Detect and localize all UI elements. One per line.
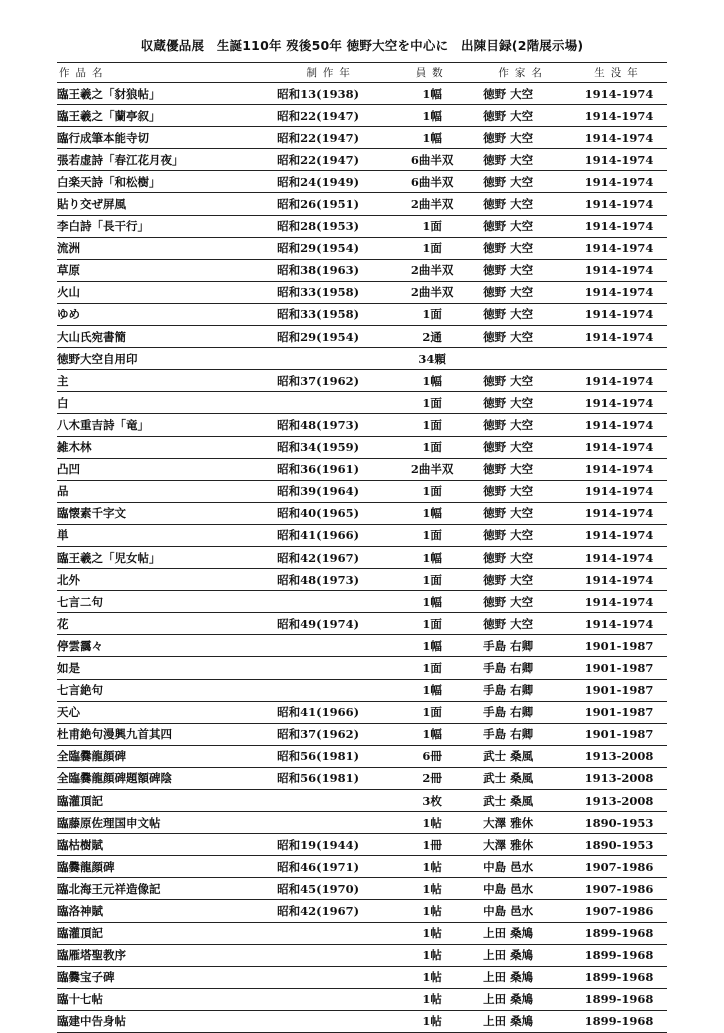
lifespan-cell: 1913-2008 — [571, 790, 667, 812]
lifespan-cell: 1899-1968 — [571, 944, 667, 966]
year-cell: 昭和38(1963) — [273, 259, 389, 281]
artist-cell: 徳野 大空 — [475, 436, 571, 458]
quantity-cell: 1幅 — [389, 370, 475, 392]
artist-cell: 徳野 大空 — [475, 480, 571, 502]
lifespan-cell: 1914-1974 — [571, 193, 667, 215]
lifespan-cell: 1914-1974 — [571, 370, 667, 392]
quantity-cell: 1幅 — [389, 635, 475, 657]
year-cell: 昭和41(1966) — [273, 524, 389, 546]
work-title-cell: 流洲 — [57, 237, 273, 259]
year-cell: 昭和13(1938) — [273, 83, 389, 105]
year-cell: 昭和29(1954) — [273, 237, 389, 259]
quantity-cell: 34顆 — [389, 348, 475, 370]
year-cell: 昭和36(1961) — [273, 458, 389, 480]
quantity-cell: 1帖 — [389, 900, 475, 922]
table-row — [57, 635, 667, 657]
year-cell — [273, 591, 389, 613]
work-title-cell: 臨王羲之「児女帖」 — [57, 546, 273, 568]
year-cell — [273, 1010, 389, 1032]
lifespan-cell: 1899-1968 — [571, 988, 667, 1010]
table-row — [57, 546, 667, 568]
work-title-cell: 品 — [57, 480, 273, 502]
table-header-row — [57, 63, 667, 83]
artist-cell: 上田 桑鳩 — [475, 1010, 571, 1032]
table-row — [57, 966, 667, 988]
artist-cell: 徳野 大空 — [475, 392, 571, 414]
table-row — [57, 745, 667, 767]
work-title-cell: 天心 — [57, 701, 273, 723]
artist-cell: 手島 右卿 — [475, 723, 571, 745]
year-cell — [273, 348, 389, 370]
table-row — [57, 171, 667, 193]
lifespan-cell: 1907-1986 — [571, 856, 667, 878]
lifespan-cell: 1901-1987 — [571, 657, 667, 679]
column-header-lifespan: 生没年 — [571, 63, 667, 83]
table-row — [57, 281, 667, 303]
lifespan-cell: 1901-1987 — [571, 679, 667, 701]
work-title-cell: 臨枯樹賦 — [57, 834, 273, 856]
table-row — [57, 83, 667, 105]
work-title-cell: 李白詩「長干行」 — [57, 215, 273, 237]
work-title-cell: 主 — [57, 370, 273, 392]
artist-cell: 中島 邑水 — [475, 900, 571, 922]
quantity-cell: 1幅 — [389, 723, 475, 745]
table-row — [57, 480, 667, 502]
year-cell: 昭和37(1962) — [273, 723, 389, 745]
artist-cell: 上田 桑鳩 — [475, 922, 571, 944]
year-cell — [273, 988, 389, 1010]
lifespan-cell: 1914-1974 — [571, 127, 667, 149]
year-cell: 昭和37(1962) — [273, 370, 389, 392]
year-cell — [273, 790, 389, 812]
work-title-cell: 雑木林 — [57, 436, 273, 458]
quantity-cell: 6冊 — [389, 745, 475, 767]
year-cell: 昭和49(1974) — [273, 613, 389, 635]
lifespan-cell: 1914-1974 — [571, 502, 667, 524]
lifespan-cell: 1914-1974 — [571, 436, 667, 458]
quantity-cell: 3枚 — [389, 790, 475, 812]
year-cell — [273, 922, 389, 944]
quantity-cell: 1面 — [389, 215, 475, 237]
artist-cell: 上田 桑鳩 — [475, 966, 571, 988]
work-title-cell: 臨爨宝子碑 — [57, 966, 273, 988]
artist-cell: 手島 右卿 — [475, 701, 571, 723]
work-title-cell: 臨洛神賦 — [57, 900, 273, 922]
year-cell — [273, 944, 389, 966]
quantity-cell: 1面 — [389, 569, 475, 591]
table-row — [57, 149, 667, 171]
artist-cell: 徳野 大空 — [475, 613, 571, 635]
column-header-year: 制作年 — [273, 63, 389, 83]
work-title-cell: 臨行成筆本能寺切 — [57, 127, 273, 149]
column-header-quantity: 員数 — [389, 63, 475, 83]
work-title-cell: 八木重吉詩「竜」 — [57, 414, 273, 436]
lifespan-cell: 1913-2008 — [571, 745, 667, 767]
lifespan-cell: 1899-1968 — [571, 966, 667, 988]
artist-cell: 徳野 大空 — [475, 105, 571, 127]
lifespan-cell: 1914-1974 — [571, 392, 667, 414]
lifespan-cell: 1914-1974 — [571, 480, 667, 502]
table-row — [57, 900, 667, 922]
quantity-cell: 1面 — [389, 414, 475, 436]
lifespan-cell — [571, 348, 667, 370]
table-row — [57, 1010, 667, 1032]
year-cell: 昭和39(1964) — [273, 480, 389, 502]
quantity-cell: 1幅 — [389, 679, 475, 701]
quantity-cell: 1面 — [389, 303, 475, 325]
quantity-cell: 1帖 — [389, 1010, 475, 1032]
lifespan-cell: 1907-1986 — [571, 878, 667, 900]
artist-cell: 徳野 大空 — [475, 215, 571, 237]
table-row — [57, 392, 667, 414]
year-cell: 昭和56(1981) — [273, 745, 389, 767]
artist-cell: 徳野 大空 — [475, 569, 571, 591]
artist-cell — [475, 348, 571, 370]
quantity-cell: 1帖 — [389, 988, 475, 1010]
year-cell — [273, 966, 389, 988]
artist-cell: 徳野 大空 — [475, 127, 571, 149]
artist-cell: 手島 右卿 — [475, 679, 571, 701]
year-cell: 昭和45(1970) — [273, 878, 389, 900]
quantity-cell: 1面 — [389, 480, 475, 502]
quantity-cell: 2冊 — [389, 767, 475, 789]
column-header-artist: 作家名 — [475, 63, 571, 83]
year-cell: 昭和28(1953) — [273, 215, 389, 237]
lifespan-cell: 1901-1987 — [571, 635, 667, 657]
lifespan-cell: 1914-1974 — [571, 326, 667, 348]
work-title-cell: 徳野大空自用印 — [57, 348, 273, 370]
lifespan-cell: 1890-1953 — [571, 812, 667, 834]
lifespan-cell: 1907-1986 — [571, 900, 667, 922]
table-row — [57, 215, 667, 237]
year-cell: 昭和24(1949) — [273, 171, 389, 193]
table-row — [57, 524, 667, 546]
table-row — [57, 723, 667, 745]
work-title-cell: 火山 — [57, 281, 273, 303]
year-cell — [273, 635, 389, 657]
work-title-cell: 全臨爨龍顔碑 — [57, 745, 273, 767]
quantity-cell: 1幅 — [389, 127, 475, 149]
artist-cell: 徳野 大空 — [475, 370, 571, 392]
year-cell — [273, 657, 389, 679]
work-title-cell: 七言二句 — [57, 591, 273, 613]
table-row — [57, 326, 667, 348]
work-title-cell: 臨雁塔聖教序 — [57, 944, 273, 966]
lifespan-cell: 1914-1974 — [571, 237, 667, 259]
artist-cell: 徳野 大空 — [475, 303, 571, 325]
work-title-cell: 臨灌頂記 — [57, 922, 273, 944]
work-title-cell: 臨灌頂記 — [57, 790, 273, 812]
table-row — [57, 370, 667, 392]
quantity-cell: 2曲半双 — [389, 193, 475, 215]
artist-cell: 武士 桑風 — [475, 790, 571, 812]
year-cell: 昭和29(1954) — [273, 326, 389, 348]
year-cell: 昭和41(1966) — [273, 701, 389, 723]
work-title-cell: 如是 — [57, 657, 273, 679]
quantity-cell: 1幅 — [389, 83, 475, 105]
work-title-cell: 大山氏宛書簡 — [57, 326, 273, 348]
quantity-cell: 1帖 — [389, 966, 475, 988]
work-title-cell: 張若虚詩「春江花月夜」 — [57, 149, 273, 171]
lifespan-cell: 1899-1968 — [571, 922, 667, 944]
artist-cell: 徳野 大空 — [475, 259, 571, 281]
lifespan-cell: 1914-1974 — [571, 458, 667, 480]
lifespan-cell: 1914-1974 — [571, 303, 667, 325]
lifespan-cell: 1914-1974 — [571, 524, 667, 546]
year-cell: 昭和33(1958) — [273, 281, 389, 303]
work-title-cell: 臨北海王元祥造像記 — [57, 878, 273, 900]
table-row — [57, 414, 667, 436]
artist-cell: 徳野 大空 — [475, 83, 571, 105]
work-title-cell: 停雲靄々 — [57, 635, 273, 657]
year-cell — [273, 812, 389, 834]
artist-cell: 上田 桑鳩 — [475, 988, 571, 1010]
table-row — [57, 988, 667, 1010]
work-title-cell: 単 — [57, 524, 273, 546]
artist-cell: 徳野 大空 — [475, 414, 571, 436]
work-title-cell: 七言絶句 — [57, 679, 273, 701]
table-row — [57, 834, 667, 856]
work-title-cell: 全臨爨龍顔碑題額碑陰 — [57, 767, 273, 789]
quantity-cell: 1冊 — [389, 834, 475, 856]
work-title-cell: 杜甫絶句漫興九首其四 — [57, 723, 273, 745]
year-cell: 昭和40(1965) — [273, 502, 389, 524]
table-row — [57, 922, 667, 944]
artist-cell: 徳野 大空 — [475, 171, 571, 193]
artist-cell: 徳野 大空 — [475, 281, 571, 303]
page-title: 収蔵優品展 生誕110年 歿後50年 徳野大空を中心に 出陳目録(2階展示場) — [140, 38, 584, 53]
table-row — [57, 679, 667, 701]
lifespan-cell: 1890-1953 — [571, 834, 667, 856]
table-row — [57, 657, 667, 679]
artist-cell: 武士 桑風 — [475, 767, 571, 789]
lifespan-cell: 1901-1987 — [571, 701, 667, 723]
quantity-cell: 1幅 — [389, 105, 475, 127]
work-title-cell: 貼り交ぜ屏風 — [57, 193, 273, 215]
quantity-cell: 1帖 — [389, 922, 475, 944]
quantity-cell: 1面 — [389, 237, 475, 259]
quantity-cell: 1幅 — [389, 591, 475, 613]
quantity-cell: 1幅 — [389, 546, 475, 568]
table-row — [57, 790, 667, 812]
table-row — [57, 259, 667, 281]
table-row — [57, 105, 667, 127]
artist-cell: 徳野 大空 — [475, 591, 571, 613]
year-cell: 昭和46(1971) — [273, 856, 389, 878]
year-cell — [273, 679, 389, 701]
work-title-cell: 北外 — [57, 569, 273, 591]
quantity-cell: 1面 — [389, 436, 475, 458]
work-title-cell: ゆめ — [57, 303, 273, 325]
work-title-cell: 臨王羲之「豺狼帖」 — [57, 83, 273, 105]
quantity-cell: 1幅 — [389, 502, 475, 524]
year-cell: 昭和42(1967) — [273, 900, 389, 922]
year-cell: 昭和22(1947) — [273, 105, 389, 127]
lifespan-cell: 1914-1974 — [571, 546, 667, 568]
artist-cell: 手島 右卿 — [475, 635, 571, 657]
artist-cell: 徳野 大空 — [475, 326, 571, 348]
table-row — [57, 944, 667, 966]
year-cell: 昭和22(1947) — [273, 127, 389, 149]
table-row — [57, 569, 667, 591]
lifespan-cell: 1914-1974 — [571, 215, 667, 237]
column-header-title: 作品名 — [57, 63, 273, 83]
artist-cell: 徳野 大空 — [475, 237, 571, 259]
year-cell — [273, 392, 389, 414]
artist-cell: 徳野 大空 — [475, 193, 571, 215]
work-title-cell: 臨建中告身帖 — [57, 1010, 273, 1032]
table-row — [57, 701, 667, 723]
table-row — [57, 613, 667, 635]
year-cell: 昭和33(1958) — [273, 303, 389, 325]
quantity-cell: 2曲半双 — [389, 281, 475, 303]
artist-cell: 手島 右卿 — [475, 657, 571, 679]
quantity-cell: 1面 — [389, 392, 475, 414]
year-cell: 昭和34(1959) — [273, 436, 389, 458]
table-row — [57, 767, 667, 789]
table-row — [57, 591, 667, 613]
table-row — [57, 127, 667, 149]
lifespan-cell: 1914-1974 — [571, 414, 667, 436]
quantity-cell: 1帖 — [389, 856, 475, 878]
quantity-cell: 6曲半双 — [389, 149, 475, 171]
lifespan-cell: 1914-1974 — [571, 149, 667, 171]
artist-cell: 大澤 雅休 — [475, 834, 571, 856]
year-cell: 昭和19(1944) — [273, 834, 389, 856]
year-cell: 昭和48(1973) — [273, 569, 389, 591]
work-title-cell: 臨十七帖 — [57, 988, 273, 1010]
table-row — [57, 878, 667, 900]
lifespan-cell: 1914-1974 — [571, 83, 667, 105]
quantity-cell: 1面 — [389, 701, 475, 723]
table-row — [57, 436, 667, 458]
lifespan-cell: 1914-1974 — [571, 613, 667, 635]
lifespan-cell: 1914-1974 — [571, 569, 667, 591]
work-title-cell: 臨爨龍顔碑 — [57, 856, 273, 878]
year-cell: 昭和26(1951) — [273, 193, 389, 215]
lifespan-cell: 1901-1987 — [571, 723, 667, 745]
quantity-cell: 1帖 — [389, 944, 475, 966]
lifespan-cell: 1914-1974 — [571, 259, 667, 281]
quantity-cell: 2曲半双 — [389, 259, 475, 281]
lifespan-cell: 1914-1974 — [571, 171, 667, 193]
table-row — [57, 812, 667, 834]
quantity-cell: 1帖 — [389, 812, 475, 834]
quantity-cell: 1面 — [389, 613, 475, 635]
artist-cell: 大澤 雅休 — [475, 812, 571, 834]
quantity-cell: 2曲半双 — [389, 458, 475, 480]
year-cell: 昭和56(1981) — [273, 767, 389, 789]
artist-cell: 上田 桑鳩 — [475, 944, 571, 966]
table-row — [57, 458, 667, 480]
year-cell: 昭和48(1973) — [273, 414, 389, 436]
lifespan-cell: 1914-1974 — [571, 105, 667, 127]
table-row — [57, 856, 667, 878]
artist-cell: 徳野 大空 — [475, 458, 571, 480]
quantity-cell: 1面 — [389, 657, 475, 679]
table-row — [57, 237, 667, 259]
table-body — [57, 83, 667, 1033]
quantity-cell: 1面 — [389, 524, 475, 546]
artist-cell: 武士 桑風 — [475, 745, 571, 767]
work-title-cell: 臨藤原佐理国申文帖 — [57, 812, 273, 834]
quantity-cell: 1帖 — [389, 878, 475, 900]
table-row — [57, 303, 667, 325]
quantity-cell: 6曲半双 — [389, 171, 475, 193]
lifespan-cell: 1913-2008 — [571, 767, 667, 789]
artist-cell: 中島 邑水 — [475, 856, 571, 878]
lifespan-cell: 1914-1974 — [571, 281, 667, 303]
exhibit-list-table — [57, 62, 667, 1033]
work-title-cell: 白 — [57, 392, 273, 414]
table-row — [57, 502, 667, 524]
table-row — [57, 193, 667, 215]
artist-cell: 徳野 大空 — [475, 502, 571, 524]
work-title-cell: 凸凹 — [57, 458, 273, 480]
year-cell: 昭和22(1947) — [273, 149, 389, 171]
work-title-cell: 花 — [57, 613, 273, 635]
quantity-cell: 2通 — [389, 326, 475, 348]
work-title-cell: 白楽天詩「和松樹」 — [57, 171, 273, 193]
work-title-cell: 臨懐素千字文 — [57, 502, 273, 524]
lifespan-cell: 1914-1974 — [571, 591, 667, 613]
artist-cell: 中島 邑水 — [475, 878, 571, 900]
year-cell: 昭和42(1967) — [273, 546, 389, 568]
artist-cell: 徳野 大空 — [475, 546, 571, 568]
table-row — [57, 348, 667, 370]
artist-cell: 徳野 大空 — [475, 524, 571, 546]
artist-cell: 徳野 大空 — [475, 149, 571, 171]
work-title-cell: 草原 — [57, 259, 273, 281]
work-title-cell: 臨王羲之「蘭亭叙」 — [57, 105, 273, 127]
lifespan-cell: 1899-1968 — [571, 1010, 667, 1032]
